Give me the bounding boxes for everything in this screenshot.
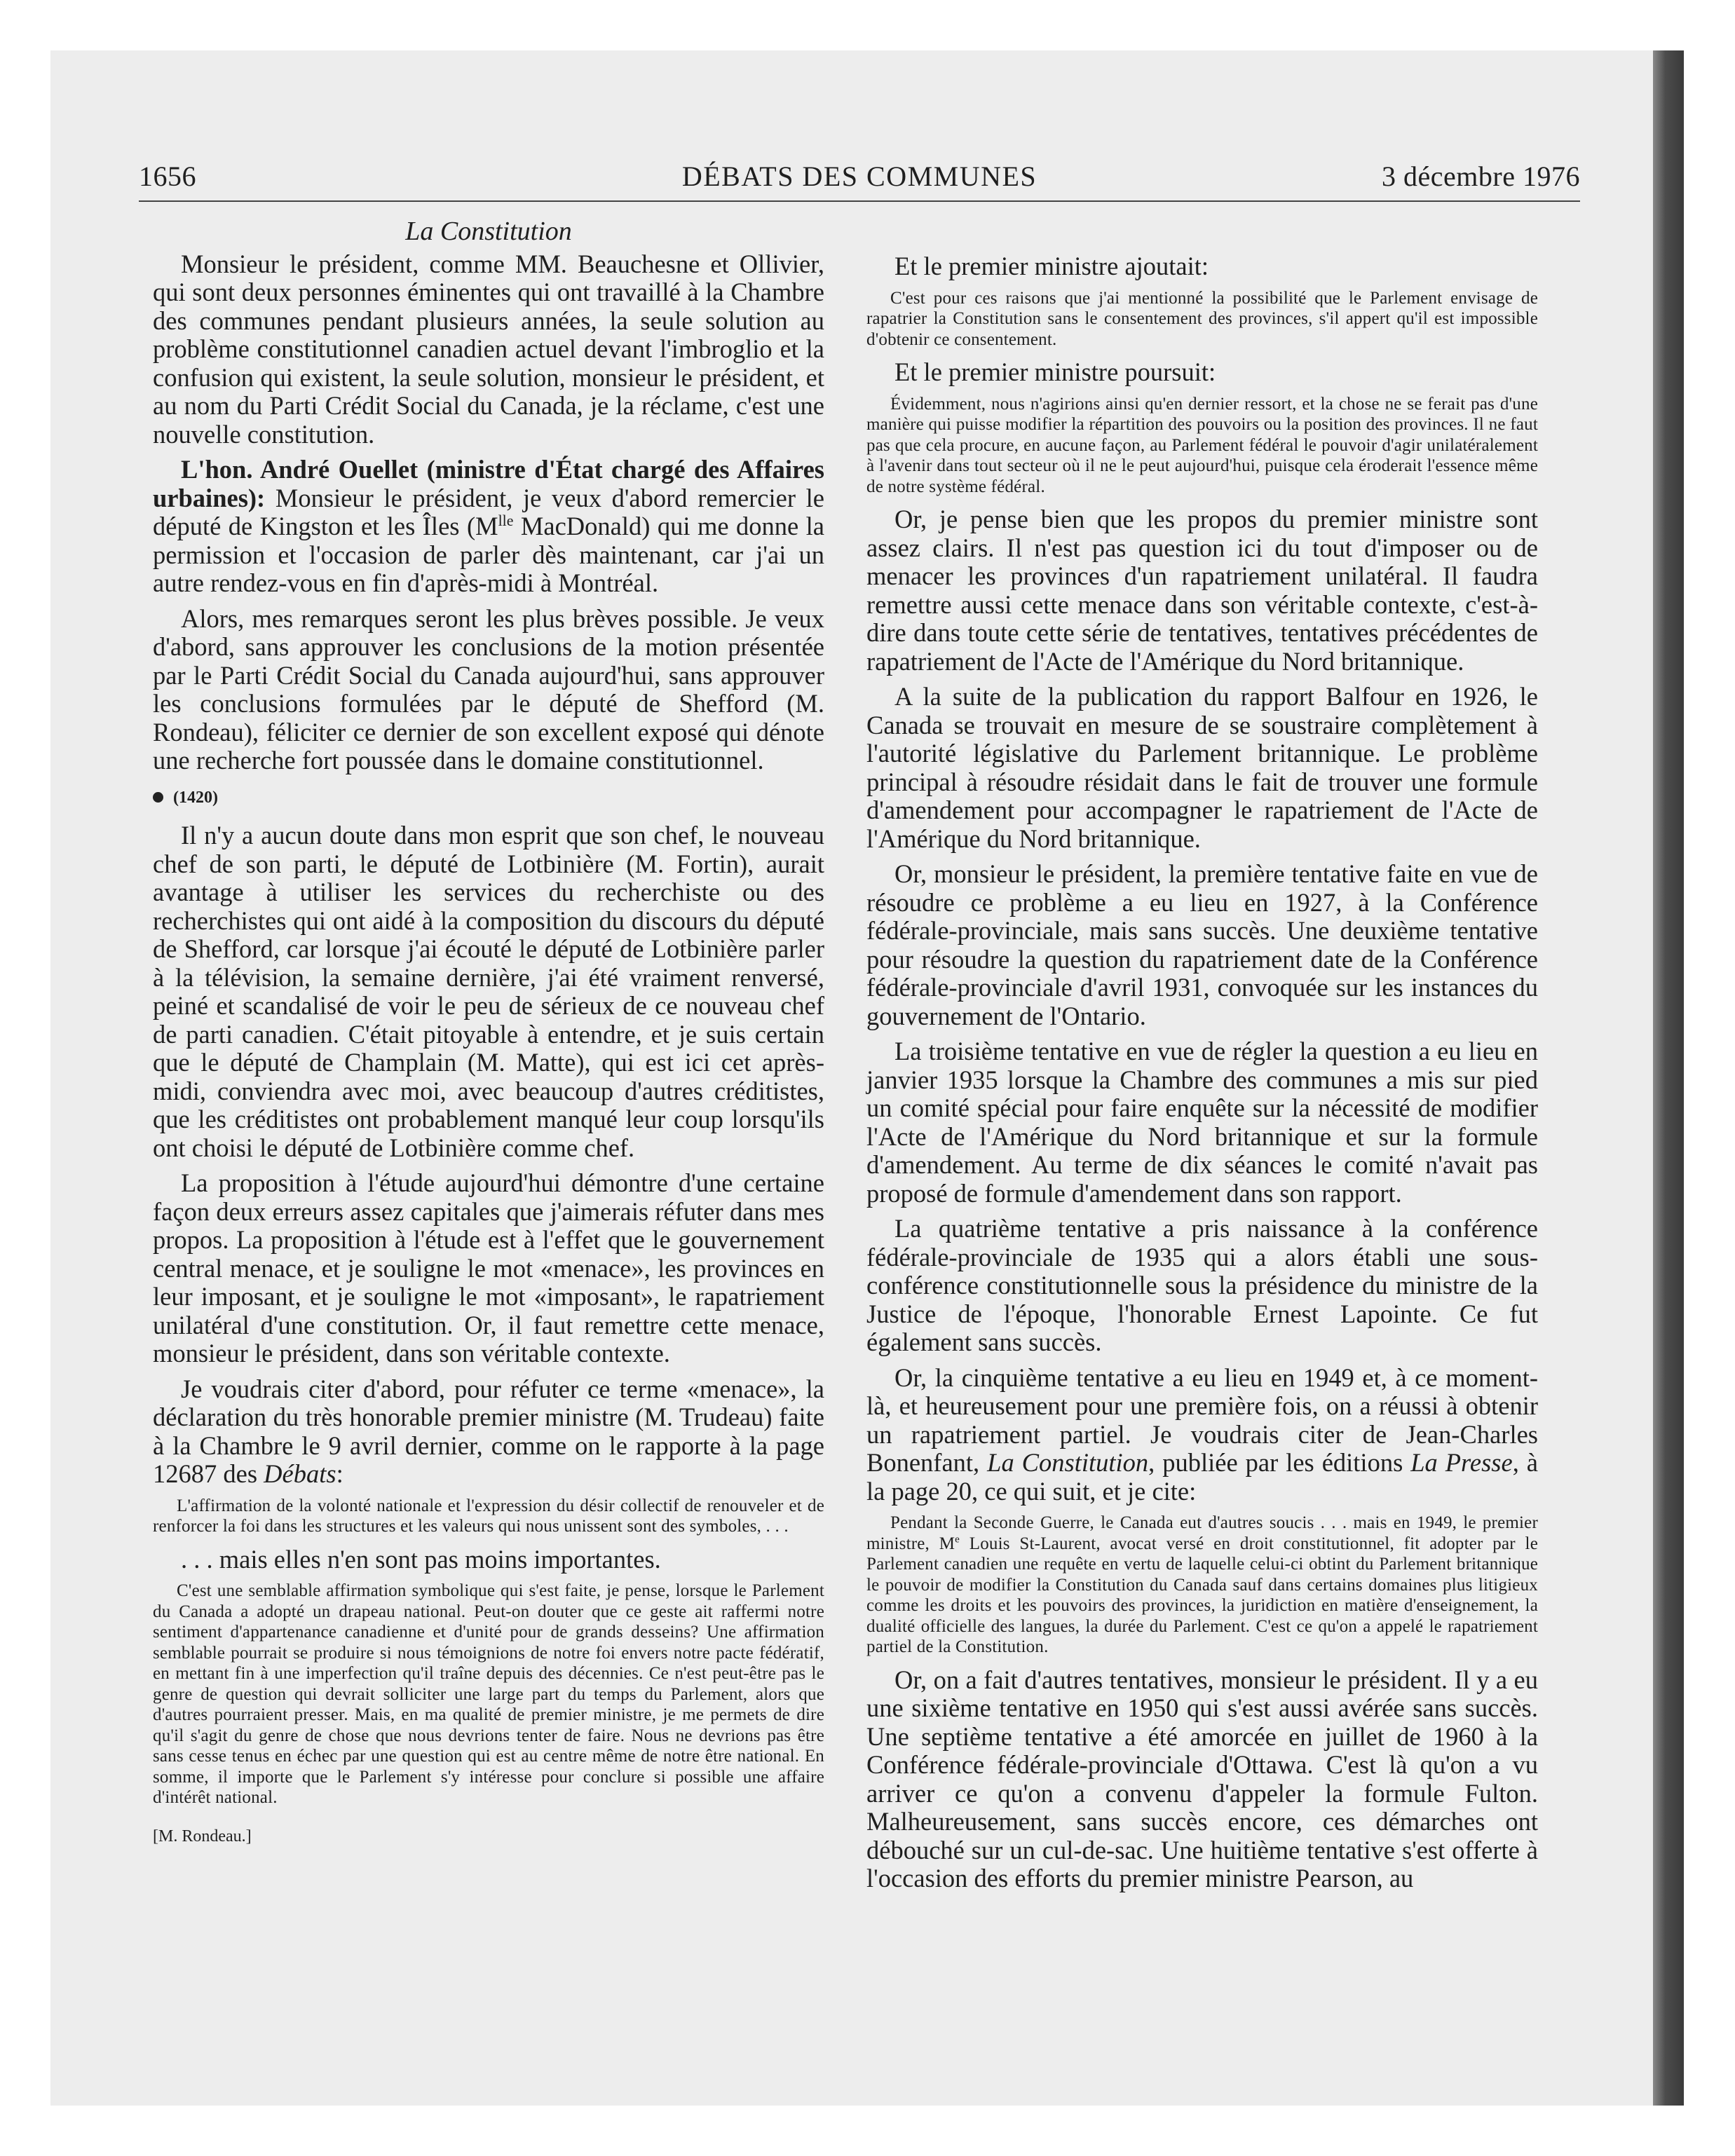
page-header: [139, 160, 1580, 199]
paragraph: Alors, mes remarques seront les plus brèves possible. Je veux d'abord, sans approuver les conclusions de la motion présentée par le Parti Crédit Social du Canada aujourd'hui, sans approuver les conclusions formulées par le député de Shefford (M. Rondeau), féliciter ce dernier de son excellent exposé qui dénote une recherche fort poussée dans le domaine constitutionnel.: [153, 603, 824, 775]
section-title: La Constitution: [405, 217, 572, 246]
scan-edge-shadow: [1653, 50, 1684, 2106]
italic-title: La Presse: [1410, 1448, 1513, 1477]
paragraph: [153, 456, 824, 598]
paragraph: La quatrième tentative a pris naissance à la conférence fédérale-provinciale de 1935 qui a alors établi une sous-conférence constitutionnelle sous la présidence du ministre de la Justice de l'époque, l'honorable Ernest Lapointe. Ce fut également sans succès.: [866, 1214, 1538, 1356]
bullet-icon: [153, 792, 163, 803]
superscript: e: [955, 1534, 960, 1546]
speaker-name: L'hon. André Ouellet (ministre d'État chargé des Affaires urbaines):: [153, 455, 824, 512]
paragraph: [866, 1364, 1538, 1506]
paragraph-text: :: [336, 1459, 343, 1488]
paragraph: La proposition à l'étude aujourd'hui démontre d'une certaine façon deux erreurs assez capitales que j'aimerais réfuter dans mes propos. La proposition à l'étude est à l'effet que le gouvernement central menace, et je souligne le mot «menace», les provinces en leur imposant, et je souligne le mot «imposant», le rapatriement unilatéral d'une constitution. Or, il faut remettre cette menace, monsieur le président, dans son véritable contexte.: [153, 1168, 824, 1367]
block-quote: C'est pour ces raisons que j'ai mentionné la possibilité que le Parlement envisage de rapatrier la Constitution sans le consentement des provinces, s'il appert qu'il est impossible d'obtenir ce consentement.: [866, 288, 1538, 349]
paragraph-text: , à la page 20, ce qui suit, et je cite:: [866, 1448, 1538, 1506]
speaker-continuation: [M. Rondeau.]: [153, 1827, 252, 1845]
paragraph-text: Or, la cinquième tentative a eu lieu en 1949 et, à ce moment-là, et heureusement pour une première fois, on a réussi à obtenir un rapatriement partiel. Je voudrais citer de Jean-Charles Bonenfant,: [866, 1363, 1538, 1477]
paragraph: La troisième tentative en vue de régler la question a eu lieu en janvier 1935 lorsque la Chambre des communes a mis sur pied un comité spécial pour faire enquête sur la nécessité de modifier l'Acte de l'Amérique du Nord britannique et sur la formule d'amendement. Au terme de dix séances le comité n'avait pas proposé de formule d'amendement dans son rapport.: [866, 1037, 1538, 1208]
timestamp: (1420): [173, 788, 218, 807]
timestamp-marker: [153, 784, 824, 812]
block-quote: Évidemment, nous n'agirions ainsi qu'en dernier ressort, et la chose ne se ferait pas d'une manière qui puisse modifier la répartition des pouvoirs ou la position des provinces. Il ne faut pas que cela procure, en aucune façon, au Parlement fédéral le pouvoir d'agir unilatéralement à l'avenir dans tout secteur où il ne le peut aujourd'hui, puisque cela éroderait l'essence même de notre système fédéral.: [866, 394, 1538, 496]
quote-text: Pendant la Seconde Guerre, le Canada eut d'autres soucis . . . mais en 1949, le premier ministre, M: [866, 1513, 1538, 1553]
block-quote: [866, 1513, 1538, 1658]
paragraph: Il n'y a aucun doute dans mon esprit que son chef, le nouveau chef de son parti, le député de Lotbinière (M. Fortin), aurait avantage à utiliser les services du recherchiste ou des recherchistes qui ont aidé à la composition du discours du député de Shefford, car lorsque j'ai écouté le député de Lotbinière parler à la télévision, la semaine dernière, j'ai été vraiment renversé, peiné et scandalisé de voir le peu de sérieux de ce nouveau chef de parti canadien. C'était pitoyable à entendre, et je suis certain que le député de Champlain (M. Matte), qui est ici cet après-midi, conviendra avec moi, avec beaucoup d'autres créditistes, que les créditistes ont probablement manqué leur coup lorsqu'ils ont choisi le député de Lotbinière comme chef.: [153, 821, 824, 1162]
left-column: [153, 217, 824, 1850]
paragraph: Or, monsieur le président, la première tentative faite en vue de résoudre ce problème a eu lieu en 1927, à la Conférence fédérale-provinciale, mais sans succès. Une deuxième tentative pour résoudre la question du rapatriement date de la Conférence fédérale-provinciale d'avril 1931, convoquée sur les instances du gouvernement de l'Ontario.: [866, 859, 1538, 1030]
block-quote: C'est une semblable affirmation symbolique qui s'est faite, je pense, lorsque le Parlement du Canada a adopté un drapeau national. Peut-on douter que ce geste ait raffermi notre sentiment d'appartenance canadienne et d'unité pour de grands desseins? Une affirmation semblable pourrait se produire si nous témoignions de notre foi envers notre pacte fédératif, en mettant fin à une imperfection qu'il traîne depuis des décennies. Ce n'est peut-être pas le genre de question qui devrait solliciter une large part du temps du Parlement, alors que d'autres pourraient presser. Mais, en ma qualité de premier ministre, je me permets de dire qu'il s'agit du genre de chose que nous devrions tenter de faire. Nous ne devrions pas être sans cesse tenus en échec par une question qui est au centre même de notre être national. En somme, il importe que le Parlement s'y intéresse pour conclure si possible une affaire d'intérêt national.: [153, 1581, 824, 1807]
quote-text: Louis St-Laurent, avocat versé en droit constitutionnel, fit adopter par le Parlement canadien une requête en vertu de laquelle celui-ci obtint du Parlement britannique le pouvoir de modifier la Constitution du Canada sauf dans certains domaines plus litigieux comme les droits et les pouvoirs des provinces, la juridiction en matière d'enseignement, la dualité officielle des langues, la durée du Parlement. C'est ce qu'on a appelé le rapatriement partiel de la Constitution.: [866, 1534, 1538, 1656]
paragraph: Monsieur le président, comme MM. Beauchesne et Ollivier, qui sont deux personnes éminentes qui ont travaillé à la Chambre des communes pendant plusieurs années, la seule solution au problème constitutionnel canadien actuel devant l'imbroglio et la confusion qui existent, la seule solution, monsieur le président, et au nom du Parti Crédit Social du Canada, je la réclame, c'est une nouvelle constitution.: [153, 249, 824, 449]
header-rule: [139, 200, 1580, 202]
paragraph: Or, je pense bien que les propos du premier ministre sont assez clairs. Il n'est pas question ici du tout d'imposer ou de menacer les provinces d'un rapatriement unilatéral. Il faudra remettre aussi cette menace dans son véritable contexte, c'est-à-dire dans toute cette série de tentatives, tentatives précédentes de rapatriement de l'Acte de l'Amérique du Nord britannique.: [866, 505, 1538, 676]
paragraph: Et le premier ministre ajoutait:: [894, 252, 1209, 280]
paragraph-text: Monsieur le président, je veux d'abord remercier le député de Kingston et les Îles (M: [153, 483, 824, 540]
paragraph: [153, 1375, 824, 1489]
publication-title: DÉBATS DES COMMUNES: [681, 161, 1037, 192]
paragraph-text: , publiée par les éditions: [1148, 1448, 1411, 1477]
right-column: [866, 252, 1538, 1900]
paragraph: A la suite de la publication du rapport Balfour en 1926, le Canada se trouvait en mesure de se soustraire complètement à l'autorité législative du Parlement britannique. Le problème principal à résoudre résidait dans le fait de trouver une formule d'amendement pour accompagner le rapatriement de l'Acte de l'Amérique du Nord britannique.: [866, 682, 1538, 853]
superscript: lle: [498, 511, 514, 529]
paragraph: . . . mais elles n'en sont pas moins importantes.: [181, 1544, 661, 1574]
italic-title: Débats: [264, 1459, 336, 1488]
paragraph: Or, on a fait d'autres tentatives, monsieur le président. Il y a eu une sixième tentative en 1950 qui s'est aussi avérée sans succès. Une septième tentative a été amorcée en juillet de 1960 à la Conférence fédérale-provinciale d'Ottawa. C'est là qu'on a vu arriver ce qu'on a convenu d'appeler la formule Fulton. Malheureusement, sans succès encore, ces démarches ont débouché sur un cul-de-sac. Une huitième tentative s'est offerte à l'occasion des efforts du premier ministre Pearson, au: [866, 1665, 1538, 1892]
paragraph-text: Je voudrais citer d'abord, pour réfuter ce terme «menace», la déclaration du très honorable premier ministre (M. Trudeau) faite à la Chambre le 9 avril dernier, comme on le rapporte à la page 12687 des: [153, 1374, 824, 1488]
block-quote: L'affirmation de la volonté nationale et l'expression du désir collectif de renouveler et de renforcer la foi dans les structures et les valeurs qui nous unissent sont des symboles, . . .: [153, 1496, 824, 1536]
page-date: 3 décembre 1976: [1382, 161, 1580, 192]
paragraph: Et le premier ministre poursuit:: [894, 357, 1216, 386]
page-number: 1656: [139, 161, 196, 192]
paragraph-text: MacDonald) qui me donne la permission et l'occasion de parler dès maintenant, car j'ai un autre rendez-vous en fin d'après-midi à Montréal.: [153, 512, 824, 597]
italic-title: La Constitution: [987, 1448, 1149, 1477]
